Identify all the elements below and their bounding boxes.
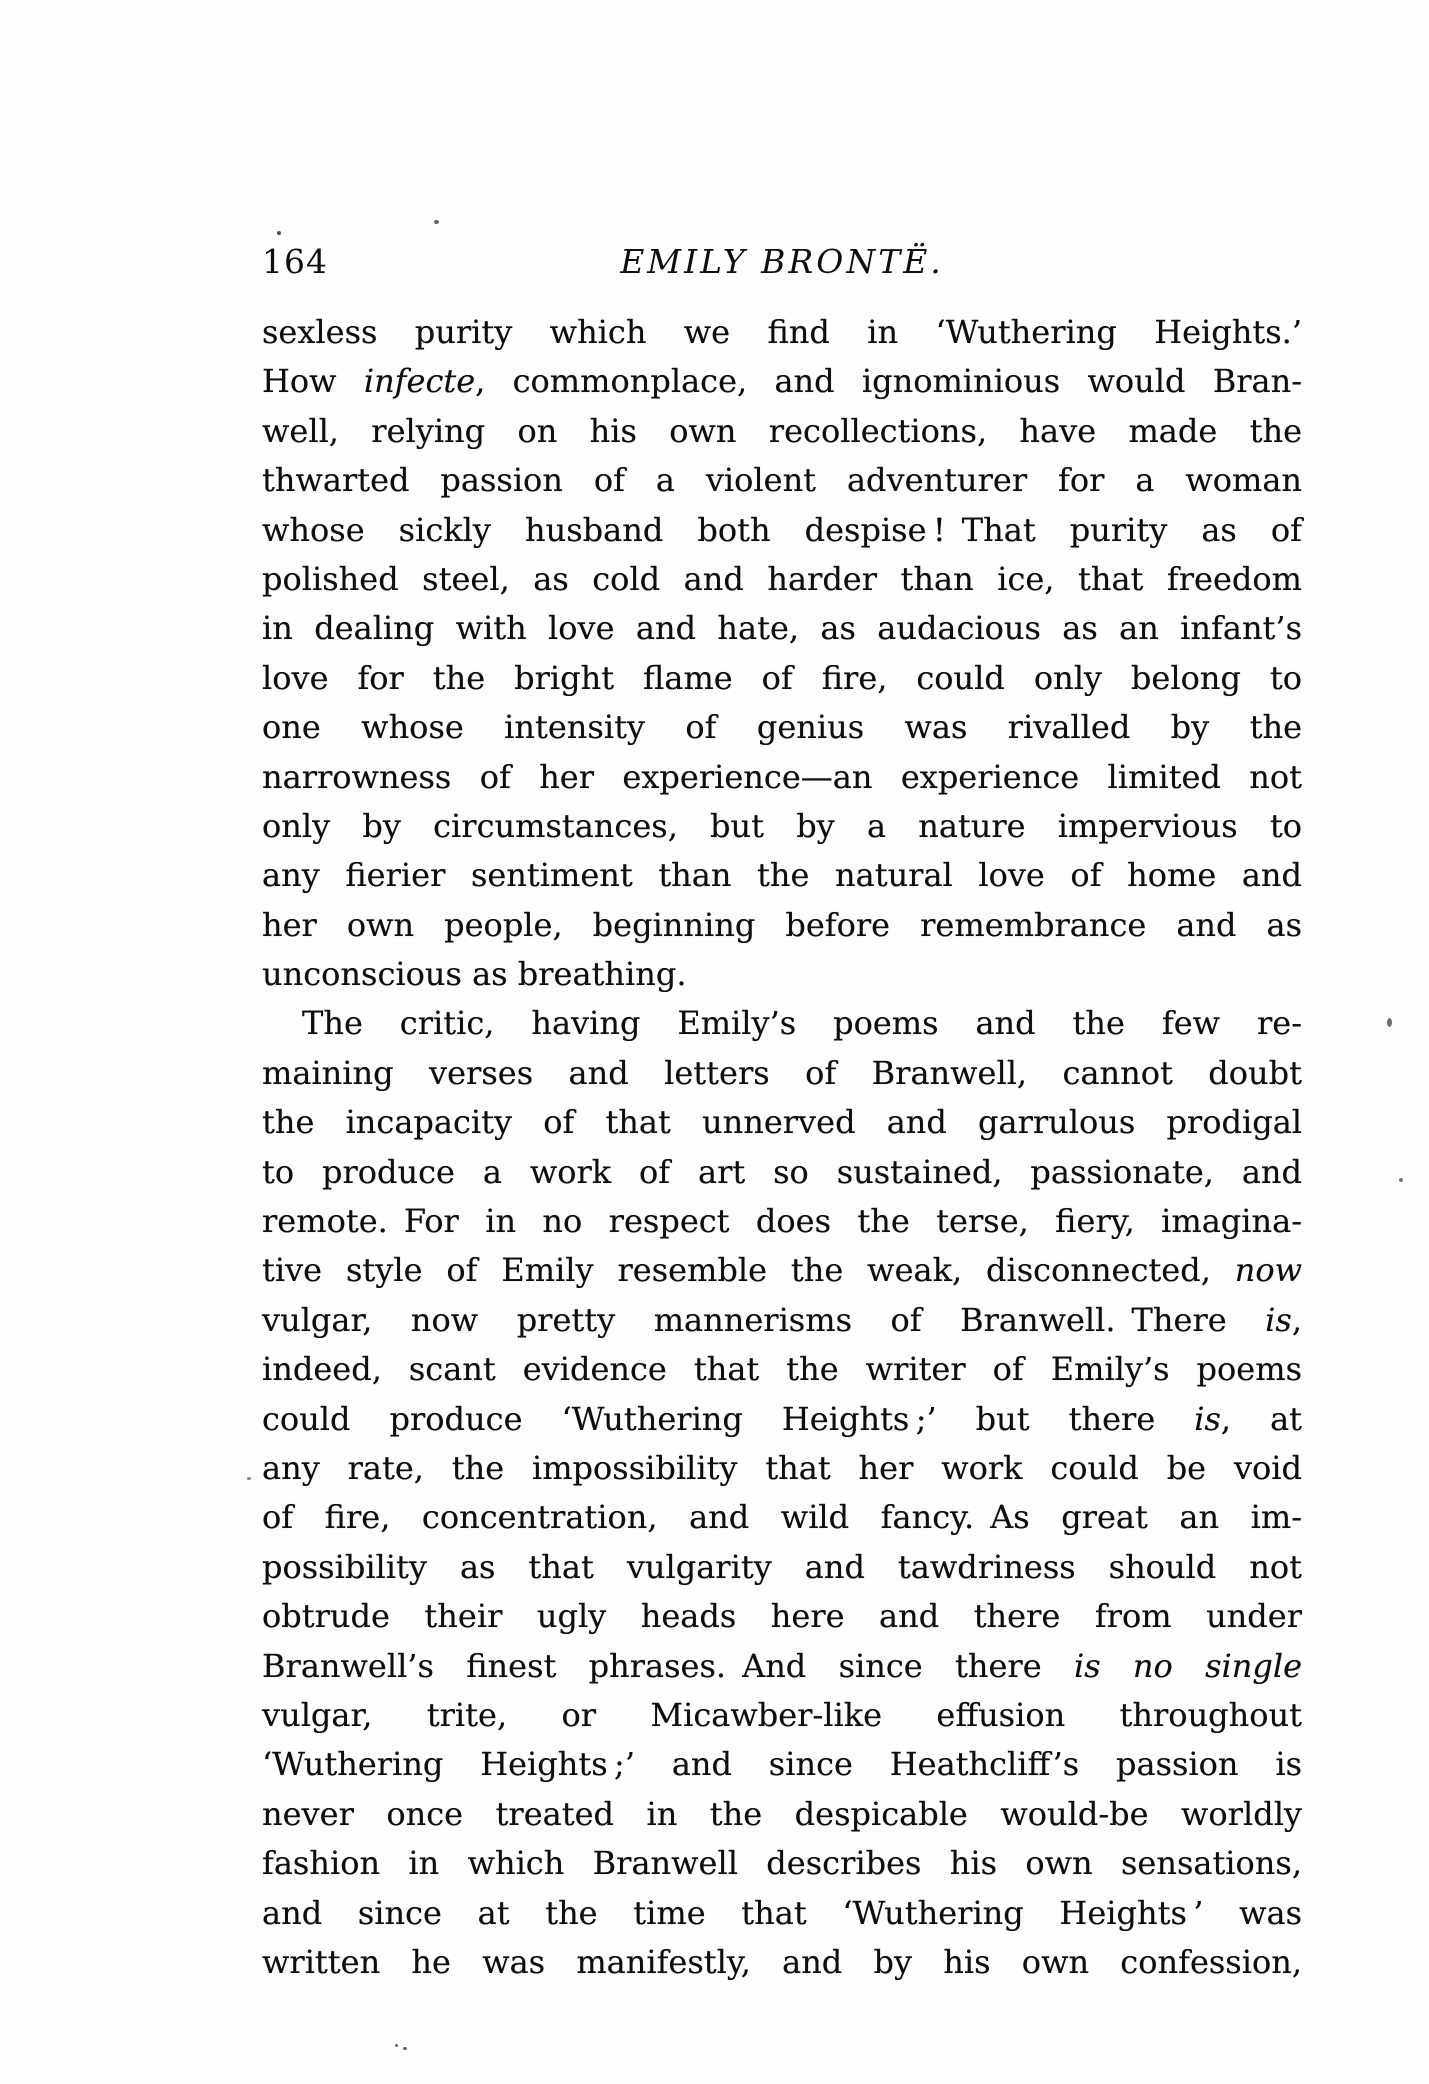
body-text: love for the bright flame of fire, could only belong to xyxy=(262,658,1302,697)
text-line-13 xyxy=(262,901,1302,950)
text-line-20 xyxy=(262,1246,1302,1295)
italic-text: now xyxy=(1234,1251,1302,1290)
text-line-26 xyxy=(262,1543,1302,1592)
scan-speck-2 xyxy=(434,220,439,224)
scan-speck-6 xyxy=(395,2044,398,2047)
body-text: of fire, concentration, and wild fancy. As great an im- xyxy=(262,1498,1302,1537)
body-text: could produce ‘Wuthering Heights ;’ but there xyxy=(262,1399,1195,1438)
text-line-30 xyxy=(262,1740,1302,1789)
body-text: written he was manifestly, and by his own confession, xyxy=(262,1942,1302,1981)
body-text: Branwell’s finest phrases. And since there xyxy=(262,1646,1074,1685)
scan-speck-4 xyxy=(1399,1178,1403,1182)
italic-text: is no single xyxy=(1073,1646,1303,1685)
body-text: vulgar, now pretty mannerisms of Branwell. There xyxy=(262,1300,1266,1339)
text-line-31 xyxy=(262,1790,1302,1839)
scan-speck-1 xyxy=(277,231,281,235)
body-text: to produce a work of art so sustained, passionate, and xyxy=(262,1152,1302,1191)
body-text: her own people, beginning before remembrance and as xyxy=(262,905,1302,944)
body-text: sexless purity which we find in ‘Wuthering Heights.’ xyxy=(262,313,1302,351)
text-line-28 xyxy=(262,1642,1302,1691)
page-number: 164 xyxy=(262,242,328,281)
page-header xyxy=(262,236,1302,288)
text-line-8 xyxy=(262,654,1302,703)
body-text: , commonplace, and ignominious would Bran- xyxy=(475,362,1303,401)
scan-speck-7 xyxy=(403,2047,407,2050)
body-text: in dealing with love and hate, as audacious as an infant’s xyxy=(262,609,1302,648)
text-line-25 xyxy=(262,1493,1302,1542)
body-text: well, relying on his own recollections, have made the xyxy=(262,411,1302,450)
body-text: only by circumstances, but by a nature impervious to xyxy=(262,806,1302,845)
text-line-22 xyxy=(262,1345,1302,1394)
text-line-24 xyxy=(262,1444,1302,1493)
text-line-21 xyxy=(262,1296,1302,1345)
text-line-29 xyxy=(262,1691,1302,1740)
text-line-12 xyxy=(262,851,1302,900)
body-text: thwarted passion of a violent adventurer for a woman xyxy=(262,461,1302,500)
text-line-10 xyxy=(262,753,1302,802)
body-text: fashion in which Branwell describes his own sensations, xyxy=(262,1844,1302,1883)
text-line-7 xyxy=(262,604,1302,653)
text-line-18 xyxy=(262,1148,1302,1197)
body-text: any fierier sentiment than the natural love of home and xyxy=(262,856,1302,895)
body-text: How xyxy=(262,362,364,401)
text-line-6 xyxy=(262,555,1302,604)
text-line-3 xyxy=(262,407,1302,456)
text-line-5 xyxy=(262,506,1302,555)
body-text: whose sickly husband both despise ! That purity as of xyxy=(262,510,1302,549)
body-text-block xyxy=(262,308,1302,1987)
body-text: tive style of Emily resemble the weak, disconnected, xyxy=(262,1251,1235,1290)
body-text: narrowness of her experience—an experience limited not xyxy=(262,757,1302,796)
text-line-11 xyxy=(262,802,1302,851)
body-text: , at xyxy=(1220,1399,1303,1438)
body-text: ‘Wuthering Heights ;’ and since Heathcliff’s passion is xyxy=(262,1745,1302,1784)
body-text: obtrude their ugly heads here and there from under xyxy=(262,1597,1302,1636)
body-text: unconscious as breathing. xyxy=(262,955,687,994)
text-line-15 xyxy=(262,999,1302,1048)
text-line-33 xyxy=(262,1889,1302,1938)
body-text: never once treated in the despicable would-be worldly xyxy=(262,1794,1302,1833)
body-text: the incapacity of that unnerved and garrulous prodigal xyxy=(262,1103,1302,1142)
text-line-14 xyxy=(262,950,1302,999)
body-text: one whose intensity of genius was rivalled by the xyxy=(262,708,1302,747)
text-line-2 xyxy=(262,357,1302,406)
text-line-34 xyxy=(262,1938,1302,1987)
text-line-19 xyxy=(262,1197,1302,1246)
body-text: remote. For in no respect does the terse, fiery, imagina- xyxy=(262,1202,1302,1241)
text-line-1 xyxy=(262,308,1302,357)
body-text: The critic, having Emily’s poems and the few re- xyxy=(302,1004,1302,1043)
body-text: and since at the time that ‘Wuthering Heights ’ was xyxy=(262,1893,1302,1932)
italic-text: is xyxy=(1194,1399,1221,1438)
text-line-16 xyxy=(262,1049,1302,1098)
text-line-27 xyxy=(262,1592,1302,1641)
scan-speck-3 xyxy=(1387,1018,1392,1027)
body-text: vulgar, trite, or Micawber-like effusion throughout xyxy=(262,1695,1302,1734)
body-text: indeed, scant evidence that the writer of Emily’s poems xyxy=(262,1350,1302,1389)
text-line-17 xyxy=(262,1098,1302,1147)
body-text: maining verses and letters of Branwell, cannot doubt xyxy=(262,1053,1302,1092)
text-line-4 xyxy=(262,456,1302,505)
text-line-9 xyxy=(262,703,1302,752)
scan-speck-5 xyxy=(247,1477,251,1480)
body-text: possibility as that vulgarity and tawdriness should not xyxy=(262,1547,1302,1586)
body-text: polished steel, as cold and harder than ice, that freedom xyxy=(262,559,1302,598)
body-text: , xyxy=(1291,1300,1302,1339)
italic-text: is xyxy=(1265,1300,1292,1339)
text-line-23 xyxy=(262,1395,1302,1444)
italic-text: infecte xyxy=(363,362,476,401)
text-line-32 xyxy=(262,1839,1302,1888)
running-header: EMILY BRONTË. xyxy=(620,242,944,281)
body-text: any rate, the impossibility that her work could be void xyxy=(262,1448,1302,1487)
